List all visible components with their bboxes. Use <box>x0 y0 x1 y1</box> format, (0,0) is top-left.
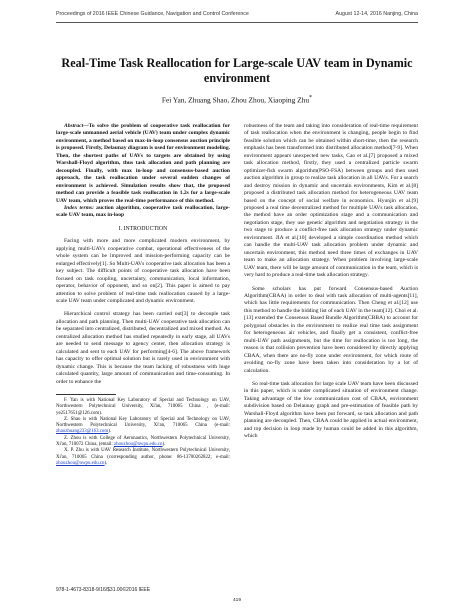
footnote-zhu: X. P. Zhu is with UAV Research Institute, Northwestern Polytechnical University, Xi'an, 710065 China (corresponding author, phone: 86-13700262822; e-mail: zhouzhou@nwpu.edu.cn). <box>56 448 230 466</box>
footnote-yan: F. Yan is with National Key Laboratory of Special and Technology on UAV, Northwestern Polytechnical University, Xi'an, 710065 China , (e-mail: ye2517651@126.com). <box>56 397 230 416</box>
footnote-rule <box>56 394 116 395</box>
running-header <box>56 11 418 21</box>
email-link-shao[interactable]: zhaozhuang233@163.com <box>56 429 109 435</box>
intro-paragraph-2: Hierarchical control strategy has been carried out[3] to decouple task allocation and path planning. Then multi-UAV cooperative task allocation can be separated into centralized, distributed, decentralized and mixed method. As centralized allocation method has studied repeatedly in early stage, all UAVs are needed to send message to agency center, then allocation strategy is calculated and sent to each UAV for performing[4-6]. The above framework has capacity to offer optimal solution but is rarely used in environment with dynamic change. This is because the team lacking of robustness with huge calculated quantity, large amount of communication and time-consuming. In order to enhance the <box>56 311 230 385</box>
footnote-zhou: Z. Zhou is with College of Aeronautics, Northwestern Polytechnical University, Xi'an, 710072 China, (email: zhouzhou@nwpu.edu.cn). <box>56 435 230 448</box>
left-column <box>56 123 230 467</box>
right-column <box>244 123 418 441</box>
body-paragraph-continued: robustness of the team and taking into consideration of real-time requirement of task reallocation when the environment is changing, people begin to find feasible solution which can be obtained within short-time, then the research emphasis has been transformed into distributed allocation method[7-9]. When environment appears unexpected new tasks, Cao et al.[7] proposed a mixed task allocation method, firstly, they used a centralized particle swarm optimizer-fish swarm algorithm(PSO-FSA) between groups and then used auction algorithm in group to realize task allocation in all UAVs. For a search and destroy mission in dynamic and uncertain environments, Kim et al.[8] proposed a distributed task allocation method for heterogeneous UAV team based on the concept of social welfare in economics. Hyunjin et al.[9] proposed a real time decentralized method for multiple UAVs task allocation, the method have an order optimization stage and a communication and negotiation stage, they use genetic algorithm and negotiation strategy in the two stage to produce a conflict-free task allocation strategy under dynamic environment. JIA et al.[10] developed a simple coordination method which can handle the multi-UAV task allocation problem under dynamic and uncertain environment, this method need three times of exchanges in UAV team to make an allocation strategy. When problem involving large-scale UAV team, there will be large amount of communication in the team, which is very hard to produce a real-time task allocation strategy. <box>244 123 418 279</box>
email-link-zhu[interactable]: zhouzhou@nwpu.edu.cn <box>56 460 105 466</box>
page-number: 419 <box>232 598 241 603</box>
abstract <box>56 123 230 205</box>
conference-name: Proceedings of 2016 IEEE Chinese Guidance, Navigation and Control Conference <box>56 11 249 17</box>
paper-title: Real-Time Task Reallocation for Large-scale UAV team in Dynamic environment <box>61 56 413 85</box>
corresponding-author-mark: * <box>309 95 313 101</box>
body-paragraph-contribution: So real-time task allocation for large scale UAV team have been discussed in this paper, which is under complicated situation of environment change. Taking advantage of the low communication cost of CBAA, environment subdivision based on Delaunay graph and pre-estimation of feasible path by Warshall-Floyd algorithm have been put forward, so task allocation and path planning are decoupled. Then, CBAA could be applied in actual environment, and top decision in loop made by human could be added in this algorithm, which <box>244 380 418 440</box>
intro-paragraph-1: Facing with more and more complicated modern environment, by applying multi-UAVs cooperative combat, operational effectiveness of the whole system can be improved and mission-performing capacity can be enlarged effectively[1]. So Multi-UAVs cooperative task allocation has been a key subject. The difficult points of cooperative task allocation have been focused on task coupling, uncertainty, communication, local information, operator, behavior of opponent, and so on[2]. This paper is aimed to pay attention to solve problem of real-time task reallocation caused by a large-scale UAV team under complicated and dynamic environment. <box>56 238 230 304</box>
author-names: Fei Yan, Zhuang Shao, Zhou Zhou, Xiaoping Zhu <box>161 95 310 105</box>
footnotes <box>56 398 230 467</box>
copyright-notice: 978-1-4673-8318-9/16/$31.00©2016 IEEE <box>56 587 151 593</box>
footnote-shao: Z. Shao is with National Key Laboratory of Special and Technology on UAV, Northwestern Polytechnical University, Xi'an, 710065 China (e-mail: zhaozhuang233@163.com). <box>56 416 230 435</box>
section-heading-introduction: I. INTRODUCTION <box>118 225 168 232</box>
index-terms-label: Index terms: <box>64 204 94 211</box>
abstract-text: —To solve the problem of cooperative task reallocation for large-scale unmanned aerial vehicle (UAV) team under complex dynamic environment, a method based on max-in-loop consensus auction principle is proposed. Firstly, Delaunay diagram is used for environment modeling. Then, the shortest paths of UAVs to targets are obtained by using Warshall-Floyd algorithm, thus task allocation and path planning are decoupled. Finally, with max in-loop and consensus-based auction approach, the task reallocation under several sudden changes of environment is achieved. Simulation results show that, the proposed method can provide a feasible task reallocation in 1.2s for a large-scale UAV team, which proves the real-time performance of this method. <box>56 123 230 204</box>
index-terms-text: auction algorithm, cooperative task reallocation, large-scale UAV team, max in-loop <box>56 204 231 219</box>
conference-date: August 12-14, 2016 Nanjing, China <box>335 11 418 17</box>
body-paragraph-cbaa: Some scholars has put forward Consensus-based Auction Algorithm(CBAA) in order to deal with task allocation of multi-agents[11], which has little requirements for communication. Then Cheng et al.[12] use this method to handle the bidding list of each UAV in the team[12]. Choi et al.[13] extended the Consensus Based Bundle Algorithm(CBBA) to account for polygonal obstacles in the environment to realize real time task assignment for heterogeneous air vehicles, and finally get a consistent, conflict-free multi-UAV path assignments, but the time for reallocation is too long, the reason is that collision prevention have been considered by directly applying CBAA, when there are no-fly zone under environment, for which route of avoiding no-fly zone have been taken into consideration by a lot of calculation. <box>244 285 418 374</box>
author-line <box>40 95 434 104</box>
header-rule <box>56 22 418 23</box>
email-link-zhou[interactable]: zhouzhou@nwpu.edu.cn <box>113 442 163 448</box>
abstract-label: Abstract <box>64 123 84 129</box>
index-terms <box>56 205 230 220</box>
